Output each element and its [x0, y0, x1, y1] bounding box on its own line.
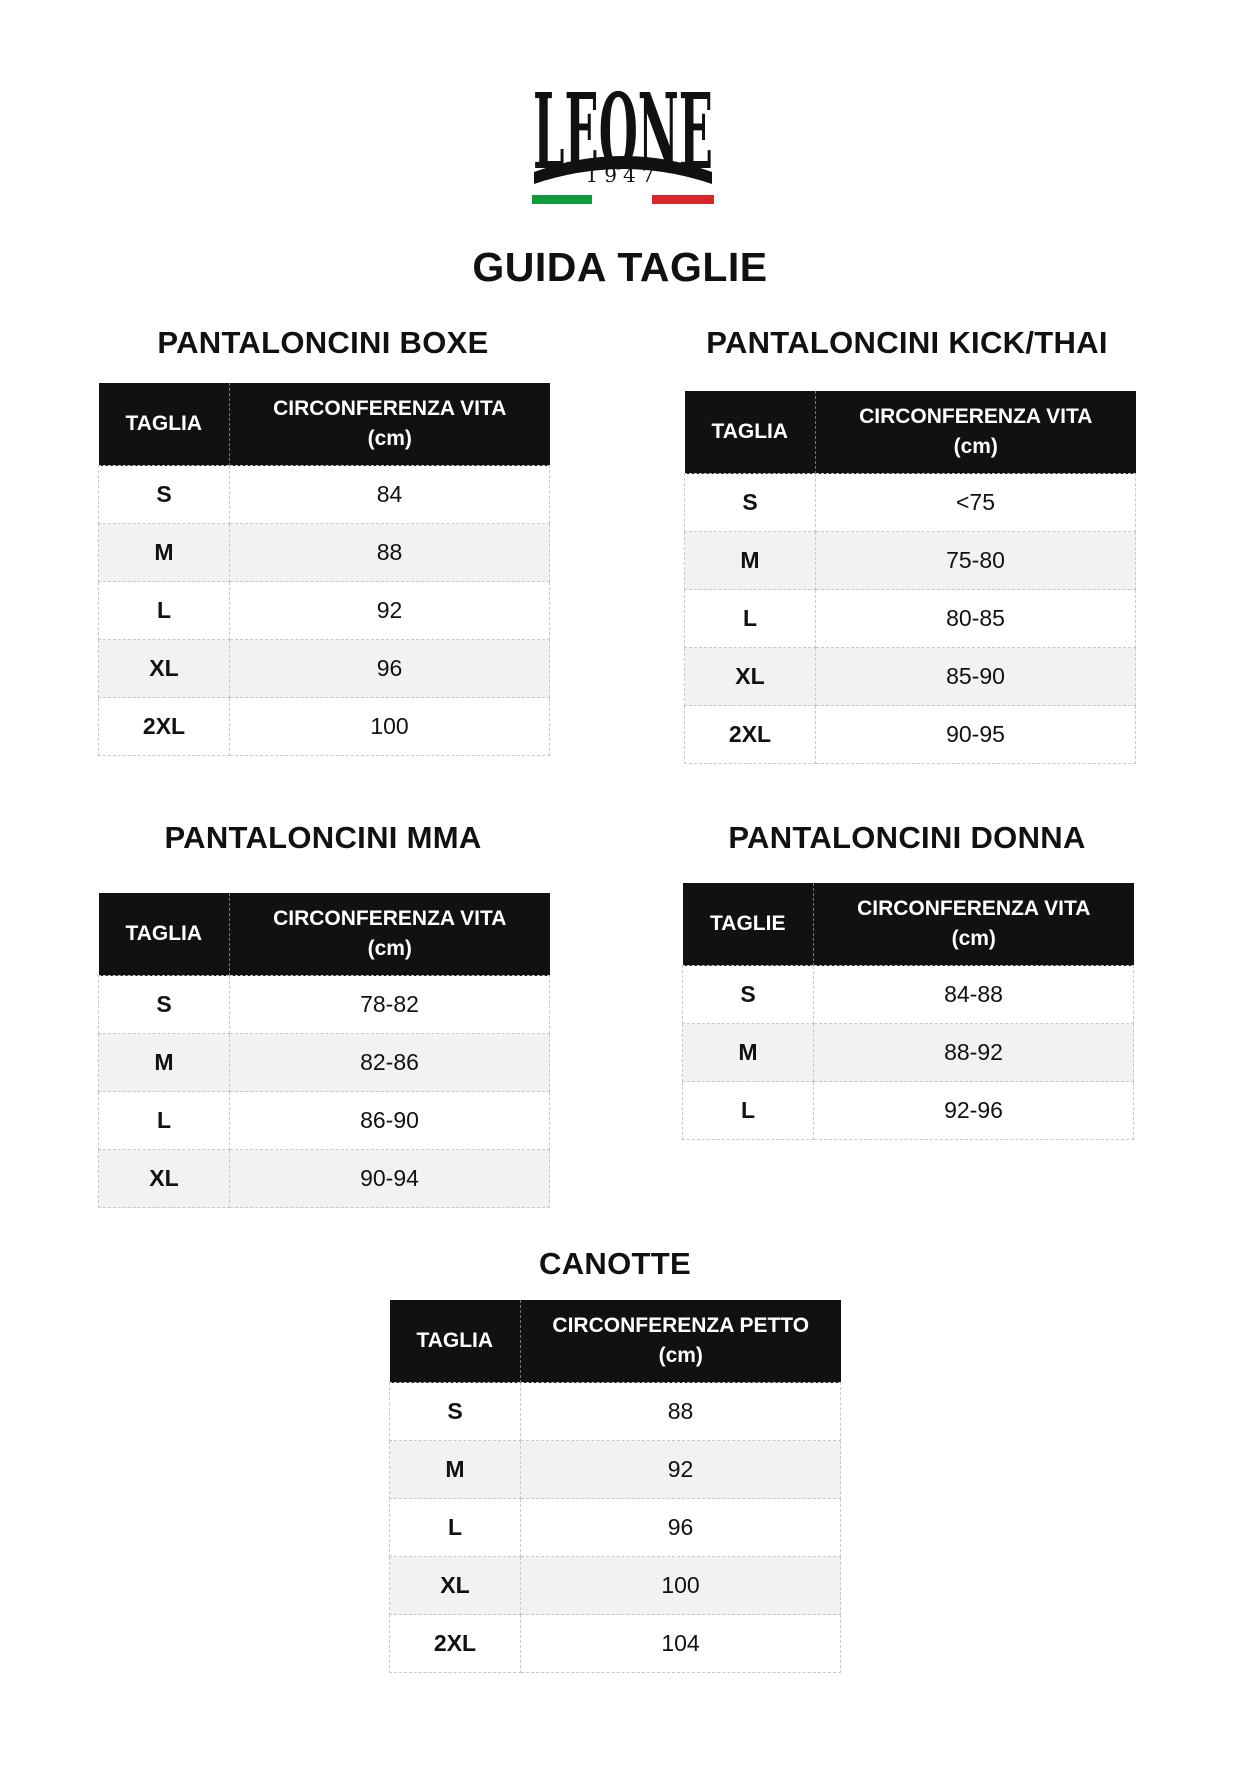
- size-cell: L: [685, 590, 816, 648]
- value-cell: 88: [230, 524, 550, 582]
- size-cell: 2XL: [99, 698, 230, 756]
- leone-logo: [530, 76, 716, 210]
- value-cell: 92: [521, 1441, 841, 1499]
- value-cell: 92-96: [814, 1082, 1134, 1140]
- size-cell: M: [99, 524, 230, 582]
- size-cell: S: [390, 1383, 521, 1441]
- table-row: [390, 1383, 841, 1441]
- header-size: TAGLIE: [683, 883, 814, 966]
- value-cell: 88-92: [814, 1024, 1134, 1082]
- page-title: GUIDA TAGLIE: [472, 244, 768, 290]
- section-title-donna: PANTALONCINI DONNA: [728, 820, 1086, 855]
- section-title-boxe: PANTALONCINI BOXE: [157, 325, 489, 360]
- size-cell: M: [683, 1024, 814, 1082]
- size-cell: M: [685, 532, 816, 590]
- table-row: [390, 1557, 841, 1615]
- value-cell: 85-90: [816, 648, 1136, 706]
- table-mma: [98, 893, 550, 1208]
- value-cell: <75: [816, 474, 1136, 532]
- value-cell: 90-95: [816, 706, 1136, 764]
- size-cell: S: [683, 966, 814, 1024]
- table-row: [99, 524, 550, 582]
- flag-red-stripe: [652, 195, 714, 204]
- header-waist: CIRCONFERENZA VITA (cm): [230, 383, 550, 466]
- logo-year: 1947: [585, 163, 661, 187]
- table-row: [99, 1150, 550, 1208]
- section-title-kick-thai: PANTALONCINI KICK/THAI: [706, 325, 1108, 360]
- size-cell: XL: [99, 1150, 230, 1208]
- table-boxe: [98, 383, 550, 756]
- value-cell: 84-88: [814, 966, 1134, 1024]
- value-cell: 100: [521, 1557, 841, 1615]
- logo-wordmark: LEONE: [533, 76, 713, 193]
- table-row: [99, 1092, 550, 1150]
- table-kick-thai: [684, 391, 1136, 764]
- value-cell: 82-86: [230, 1034, 550, 1092]
- value-cell: 90-94: [230, 1150, 550, 1208]
- header-waist: CIRCONFERENZA VITA (cm): [230, 893, 550, 976]
- size-cell: L: [99, 1092, 230, 1150]
- value-cell: 86-90: [230, 1092, 550, 1150]
- header-waist: CIRCONFERENZA VITA (cm): [816, 391, 1136, 474]
- size-cell: S: [685, 474, 816, 532]
- size-cell: 2XL: [685, 706, 816, 764]
- size-cell: XL: [685, 648, 816, 706]
- table-row: [99, 640, 550, 698]
- table-donna: [682, 883, 1134, 1140]
- table-header: [99, 893, 550, 976]
- table-row: [683, 1024, 1134, 1082]
- header-size: TAGLIA: [390, 1300, 521, 1383]
- table-row: [685, 706, 1136, 764]
- table-header: [685, 391, 1136, 474]
- value-cell: 96: [230, 640, 550, 698]
- table-row: [390, 1441, 841, 1499]
- header-waist: CIRCONFERENZA VITA (cm): [814, 883, 1134, 966]
- section-title-canotte: CANOTTE: [539, 1246, 691, 1281]
- table-row: [685, 648, 1136, 706]
- table-row: [685, 590, 1136, 648]
- table-row: [685, 532, 1136, 590]
- table-row: [683, 966, 1134, 1024]
- table-row: [99, 582, 550, 640]
- table-row: [99, 698, 550, 756]
- value-cell: 78-82: [230, 976, 550, 1034]
- value-cell: 84: [230, 466, 550, 524]
- table-row: [390, 1499, 841, 1557]
- flag-green-stripe: [532, 195, 592, 204]
- size-cell: M: [99, 1034, 230, 1092]
- value-cell: 80-85: [816, 590, 1136, 648]
- size-cell: S: [99, 466, 230, 524]
- table-row: [99, 466, 550, 524]
- size-cell: XL: [99, 640, 230, 698]
- size-cell: M: [390, 1441, 521, 1499]
- size-cell: L: [99, 582, 230, 640]
- table-header: [99, 383, 550, 466]
- size-cell: XL: [390, 1557, 521, 1615]
- header-size: TAGLIA: [685, 391, 816, 474]
- table-row: [390, 1615, 841, 1673]
- size-cell: S: [99, 976, 230, 1034]
- value-cell: 100: [230, 698, 550, 756]
- table-row: [99, 976, 550, 1034]
- section-title-mma: PANTALONCINI MMA: [164, 820, 482, 855]
- table-canotte: [389, 1300, 841, 1673]
- value-cell: 75-80: [816, 532, 1136, 590]
- table-row: [99, 1034, 550, 1092]
- size-cell: 2XL: [390, 1615, 521, 1673]
- size-cell: L: [683, 1082, 814, 1140]
- header-size: TAGLIA: [99, 383, 230, 466]
- header-size: TAGLIA: [99, 893, 230, 976]
- table-header: [683, 883, 1134, 966]
- value-cell: 96: [521, 1499, 841, 1557]
- table-header: [390, 1300, 841, 1383]
- header-chest: CIRCONFERENZA PETTO (cm): [521, 1300, 841, 1383]
- table-row: [683, 1082, 1134, 1140]
- table-row: [685, 474, 1136, 532]
- value-cell: 92: [230, 582, 550, 640]
- size-cell: L: [390, 1499, 521, 1557]
- value-cell: 88: [521, 1383, 841, 1441]
- value-cell: 104: [521, 1615, 841, 1673]
